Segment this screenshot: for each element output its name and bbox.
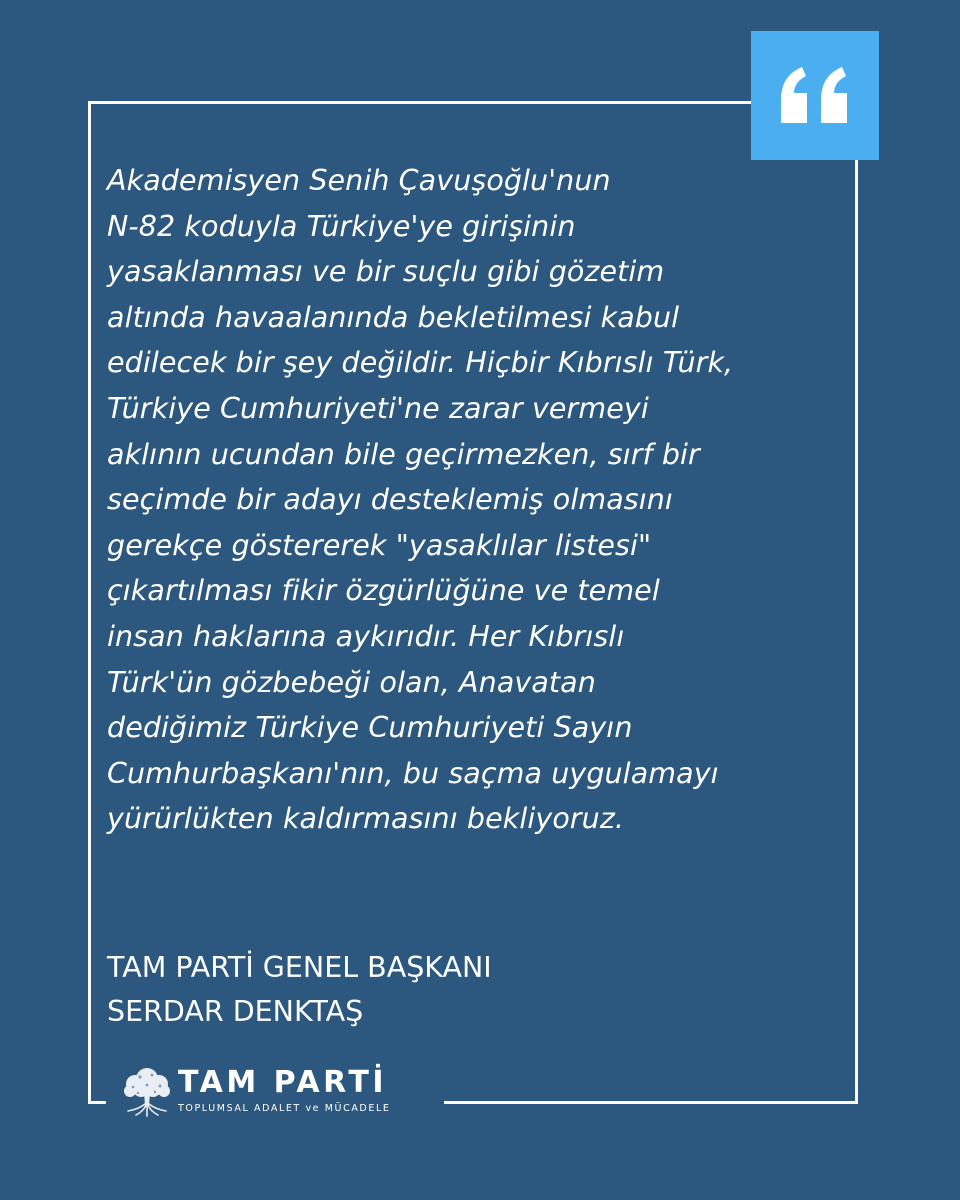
quote-line: Türkiye Cumhuriyeti'ne zarar vermeyi — [107, 391, 649, 425]
signature-block — [107, 946, 807, 1034]
frame-border-top — [88, 101, 752, 104]
party-logo — [122, 1064, 428, 1124]
frame-border-right — [855, 158, 858, 1104]
frame-border-left — [88, 101, 91, 1104]
quote-line: Cumhurbaşkanı'nın, bu saçma uygulamayı — [107, 756, 719, 790]
quote-line: Türk'ün gözbebeği olan, Anavatan — [107, 665, 596, 699]
quote-line: dediğimiz Türkiye Cumhuriyeti Sayın — [107, 711, 633, 745]
quotation-mark-icon — [751, 31, 879, 160]
quote-line: gerekçe göstererek "yasaklılar listesi" — [107, 528, 652, 562]
quote-badge — [751, 31, 879, 160]
quote-line: insan haklarına aykırıdır. Her Kıbrıslı — [107, 619, 625, 653]
quote-line: seçimde bir adayı desteklemiş olmasını — [107, 483, 673, 517]
logo-wordmark: TAM PARTİ — [178, 1065, 387, 1100]
quote-line: N-82 koduyla Türkiye'ye girişinin — [107, 209, 576, 243]
quote-line: yürürlükten kaldırmasını bekliyoruz. — [107, 802, 625, 836]
signature-name: SERDAR DENKTAŞ — [107, 995, 364, 1028]
quote-line: çıkartılması fikir özgürlüğüne ve temel — [107, 574, 660, 608]
quote-line: Akademisyen Senih Çavuşoğlu'nun — [107, 164, 611, 197]
frame-border-bottom-right — [444, 1101, 858, 1104]
logo-tagline: TOPLUMSAL ADALET ve MÜCADELE — [178, 1103, 391, 1114]
quote-line: yasaklanması ve bir suçlu gibi gözetim — [107, 255, 665, 289]
quote-text — [107, 158, 852, 842]
frame-border-bottom-left — [88, 1101, 106, 1104]
quote-line: altında havaalanında bekletilmesi kabul — [107, 300, 680, 334]
quote-line: edilecek bir şey değildir. Hiçbir Kıbrıslı Türk, — [107, 346, 734, 380]
tree-icon — [122, 1065, 172, 1117]
signature-title: TAM PARTİ GENEL BAŞKANI — [107, 951, 492, 984]
quote-line: aklının ucundan bile geçirmezken, sırf bir — [107, 437, 700, 471]
